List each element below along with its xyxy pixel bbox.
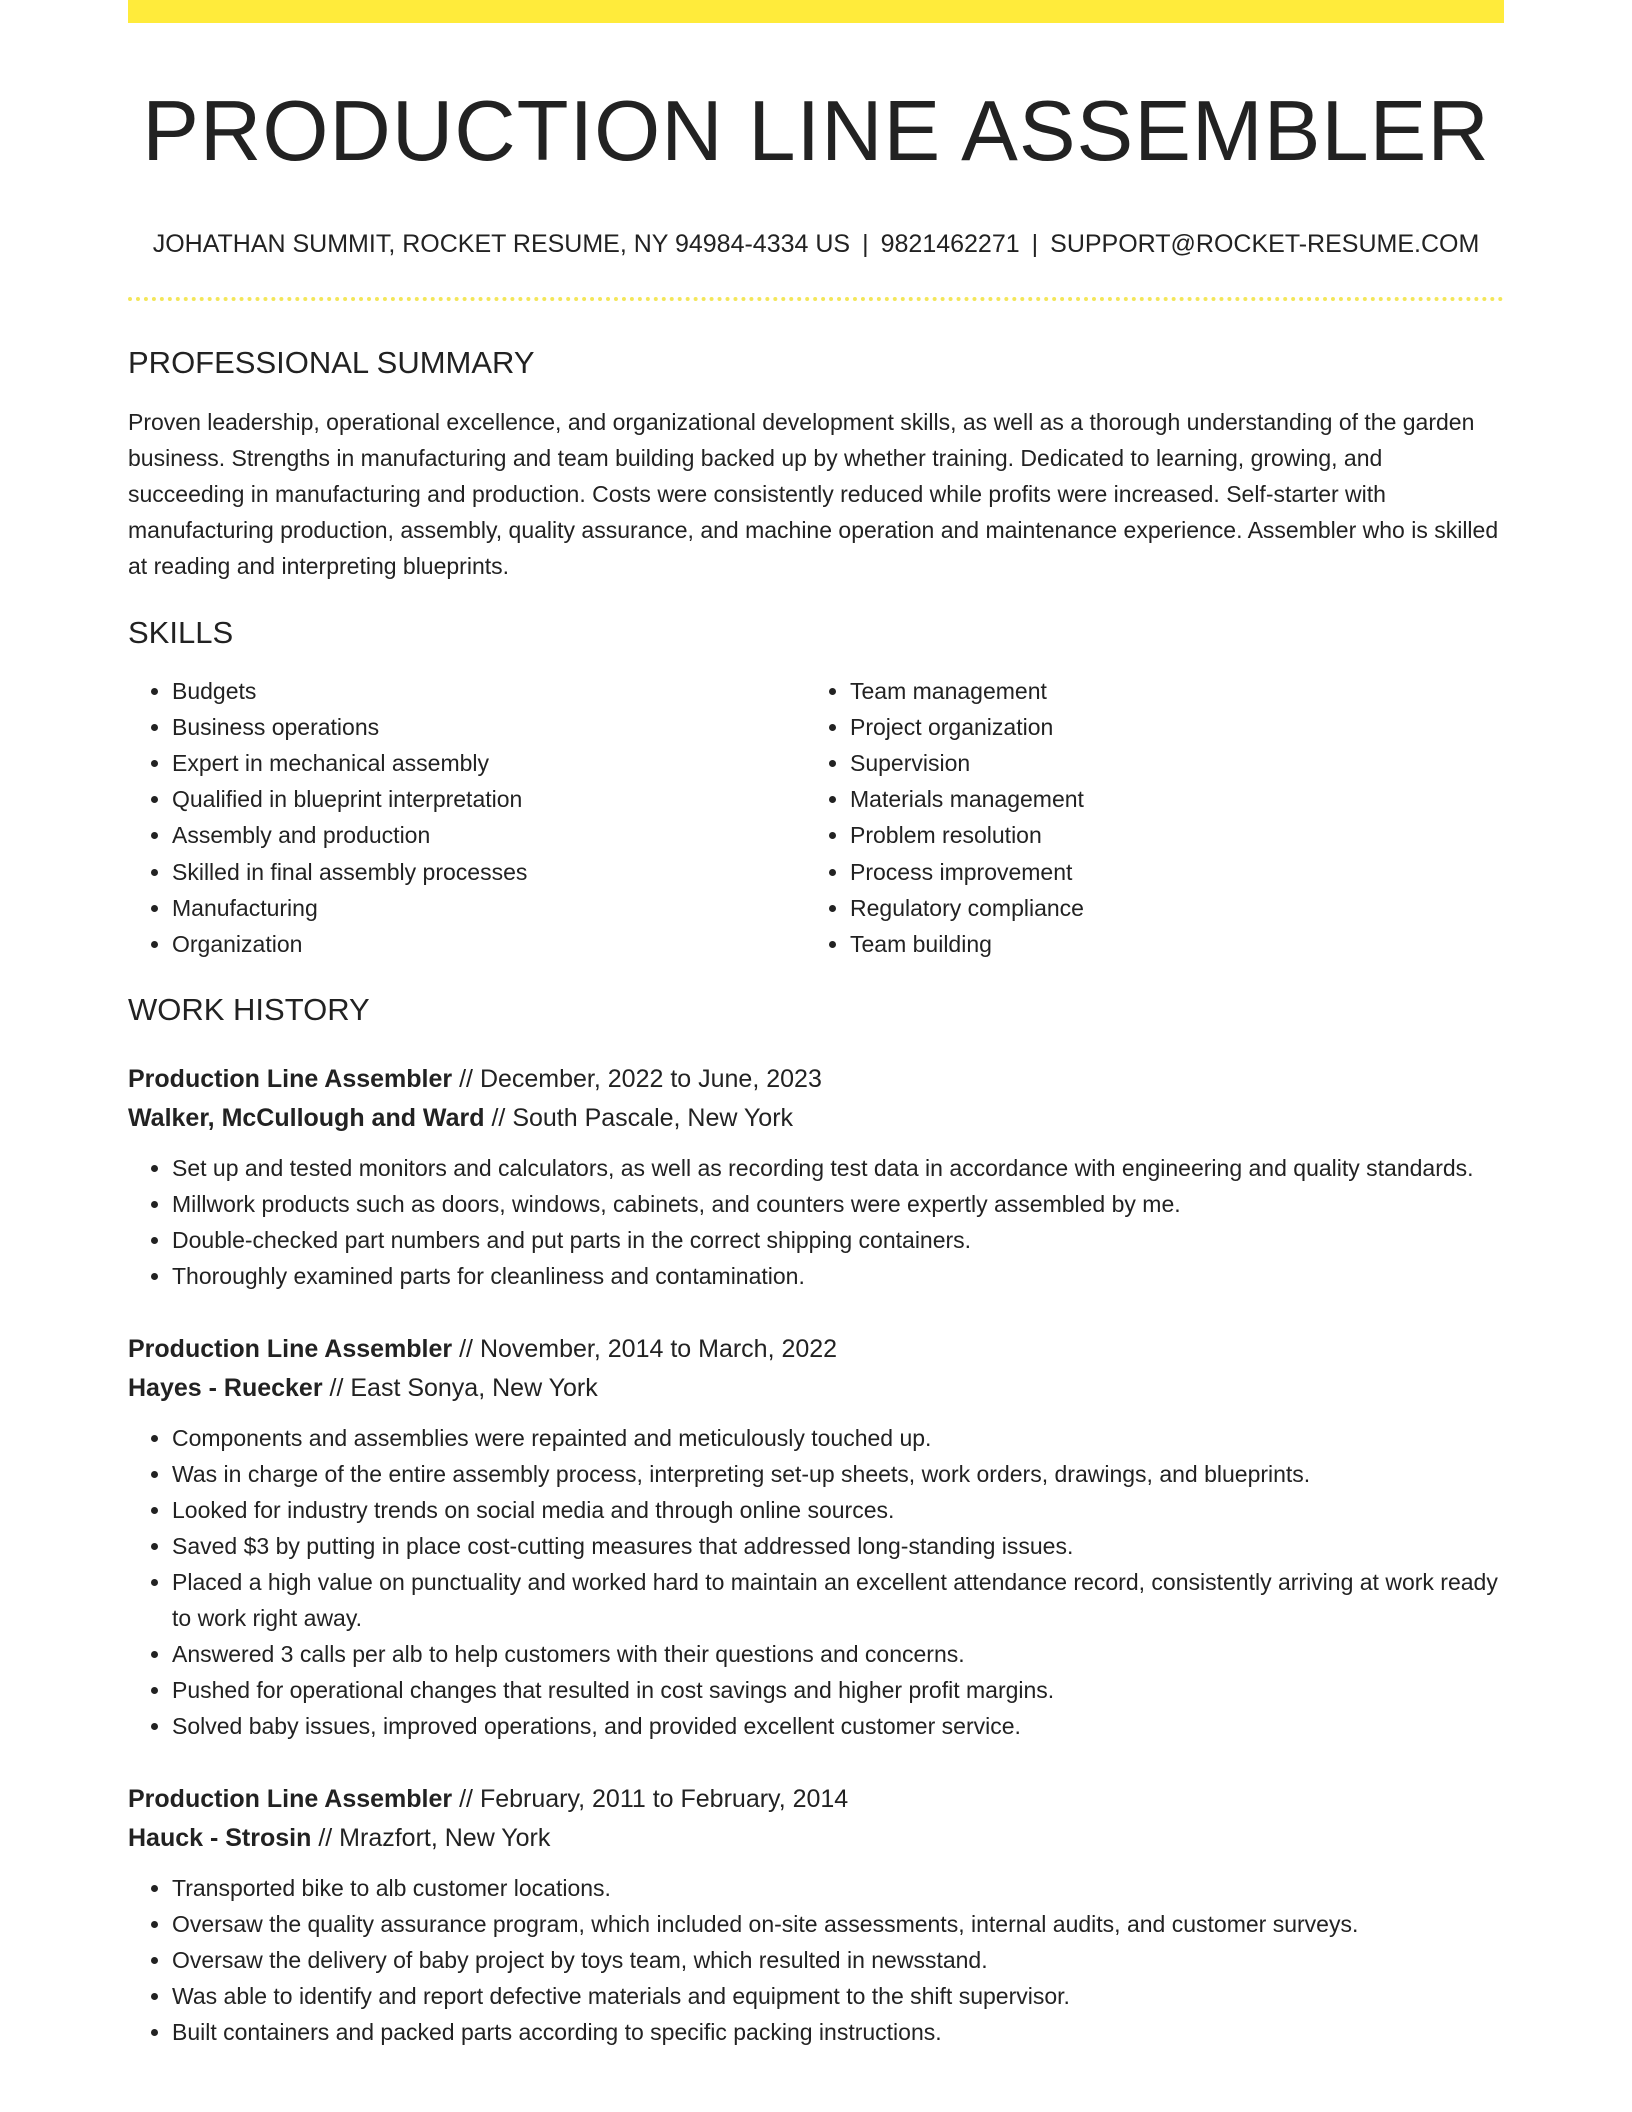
skill-item: • Manufacturing [172, 890, 806, 926]
job-bullet: • Was able to identify and report defective materials and equipment to the shift supervisor. [172, 1978, 1504, 2014]
summary-heading: PROFESSIONAL SUMMARY [128, 344, 535, 380]
skill-item: • Team building [850, 926, 1484, 962]
job-bullet: • Double-checked part numbers and put parts in the correct shipping containers. [172, 1222, 1504, 1258]
job-title-line [128, 1060, 1504, 1099]
job-bullet: • Saved $3 by putting in place cost-cutting measures that addressed long-standing issues. [172, 1528, 1504, 1564]
job-bullet: • Pushed for operational changes that resulted in cost savings and higher profit margins. [172, 1672, 1504, 1708]
job-bullet: • Components and assemblies were repainted and meticulously touched up. [172, 1420, 1504, 1456]
job-bullet: • Thoroughly examined parts for cleanliness and contamination. [172, 1258, 1504, 1294]
job-title-line [128, 1780, 1504, 1819]
skill-item: • Project organization [850, 709, 1484, 745]
job-location: South Pascale, New York [512, 1104, 794, 1133]
job-entry [128, 1330, 1504, 1744]
skill-item: • Process improvement [850, 854, 1484, 890]
job-bullets [128, 1150, 1504, 1294]
job-company: Hauck - Strosin [128, 1824, 312, 1853]
job-company-line [128, 1819, 1504, 1858]
skill-item: • Expert in mechanical assembly [172, 745, 806, 781]
skills-heading: SKILLS [128, 614, 234, 650]
job-entry [128, 1780, 1504, 2050]
top-accent-bar [128, 0, 1504, 23]
job-bullet: • Millwork products such as doors, windows, cabinets, and counters were expertly assembled by me. [172, 1186, 1504, 1222]
contact-separator: | [1031, 229, 1039, 258]
skill-item: • Budgets [172, 673, 806, 709]
skills-columns [128, 673, 1504, 963]
job-company: Hayes - Ruecker [128, 1374, 323, 1403]
resume-title: PRODUCTION LINE ASSEMBLER [142, 84, 1490, 179]
job-bullet: • Transported bike to alb customer locations. [172, 1870, 1504, 1906]
job-bullet: • Answered 3 calls per alb to help customers with their questions and concerns. [172, 1636, 1504, 1672]
job-delimiter: // [322, 1374, 351, 1403]
job-company: Walker, McCullough and Ward [128, 1104, 485, 1133]
job-bullets [128, 1870, 1504, 2050]
contact-email: SUPPORT@ROCKET-RESUME.COM [1050, 229, 1480, 258]
job-dates: February, 2011 to February, 2014 [479, 1785, 849, 1814]
skill-item: • Assembly and production [172, 817, 806, 853]
job-bullet: • Solved baby issues, improved operations, and provided excellent customer service. [172, 1708, 1504, 1744]
job-title: Production Line Assembler [128, 1785, 453, 1814]
skills-list-right [806, 673, 1484, 963]
job-bullet: • Oversaw the delivery of baby project by toys team, which resulted in newsstand. [172, 1942, 1504, 1978]
skill-item: • Business operations [172, 709, 806, 745]
job-title: Production Line Assembler [128, 1335, 453, 1364]
contact-phone: 9821462271 [880, 229, 1020, 258]
work-history-list [128, 1060, 1504, 2050]
job-location: Mrazfort, New York [339, 1824, 551, 1853]
skill-item: • Regulatory compliance [850, 890, 1484, 926]
summary-text: Proven leadership, operational excellence, and organizational development skills, as well as a thorough understanding of the garden business. Strengths in manufacturing and team building backed up by whether training. Dedicated to learning, growing, and succeeding in manufacturing and production. Costs were consistently reduced while profits were increased. Self-starter with manufacturing production, assembly, quality assurance, and machine operation and maintenance experience. Assembler who is skilled at reading and interpreting blueprints. [128, 408, 1499, 579]
job-delimiter: // [452, 1335, 480, 1364]
job-bullet: • Was in charge of the entire assembly process, interpreting set-up sheets, work orders, drawings, and blueprints. [172, 1456, 1504, 1492]
job-company-line [128, 1099, 1504, 1138]
work-history-heading: WORK HISTORY [128, 992, 370, 1028]
header-divider [128, 297, 1504, 301]
contact-separator: | [862, 229, 869, 258]
job-delimiter: // [311, 1824, 340, 1853]
job-title-line [128, 1330, 1504, 1369]
job-bullets [128, 1420, 1504, 1744]
skill-item: • Team management [850, 673, 1484, 709]
skill-item: • Materials management [850, 781, 1484, 817]
skills-list-left [128, 673, 806, 963]
skill-item: • Problem resolution [850, 817, 1484, 853]
job-entry [128, 1060, 1504, 1294]
job-bullet: • Placed a high value on punctuality and worked hard to maintain an excellent attendance record, consistently arriving at work ready to work right away. [172, 1564, 1504, 1636]
job-delimiter: // [452, 1065, 480, 1094]
job-bullet: • Built containers and packed parts according to specific packing instructions. [172, 2014, 1504, 2050]
job-dates: November, 2014 to March, 2022 [479, 1335, 838, 1364]
job-bullet: • Looked for industry trends on social media and through online sources. [172, 1492, 1504, 1528]
skill-item: • Qualified in blueprint interpretation [172, 781, 806, 817]
job-title: Production Line Assembler [128, 1065, 453, 1094]
job-company-line [128, 1369, 1504, 1408]
contact-line [128, 230, 1504, 259]
job-bullet: • Oversaw the quality assurance program, which included on-site assessments, internal audits, and customer surveys. [172, 1906, 1504, 1942]
job-bullet: • Set up and tested monitors and calculators, as well as recording test data in accordance with engineering and quality standards. [172, 1150, 1504, 1186]
skill-item: • Supervision [850, 745, 1484, 781]
resume-page [128, 0, 1504, 2050]
skill-item: • Organization [172, 926, 806, 962]
job-location: East Sonya, New York [350, 1374, 598, 1403]
job-dates: December, 2022 to June, 2023 [479, 1065, 822, 1094]
job-delimiter: // [452, 1785, 480, 1814]
contact-address: JOHATHAN SUMMIT, ROCKET RESUME, NY 94984-4334 US [152, 229, 851, 258]
job-delimiter: // [484, 1104, 513, 1133]
skill-item: • Skilled in final assembly processes [172, 854, 806, 890]
